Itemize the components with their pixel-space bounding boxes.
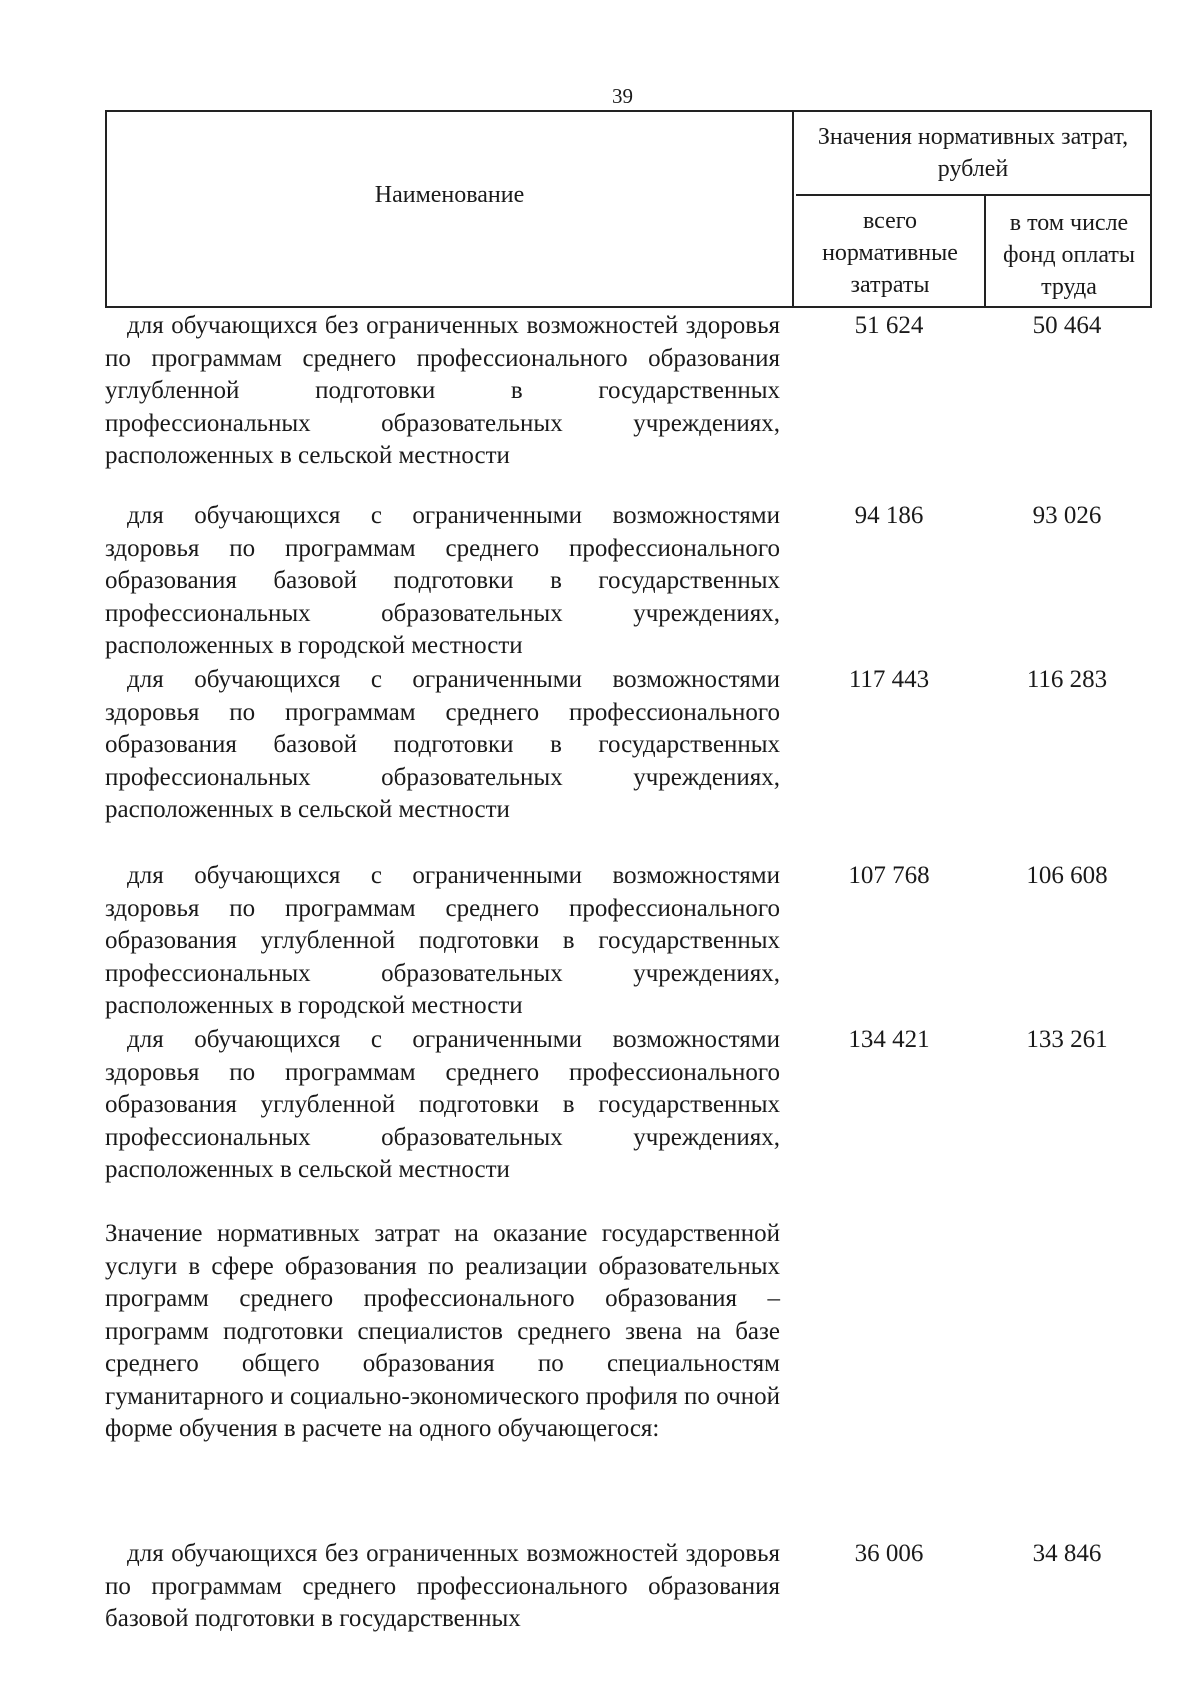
header-name-label: Наименование: [374, 181, 525, 208]
row-total: 134 421: [848, 1026, 930, 1053]
row-fund: 116 283: [1026, 666, 1108, 693]
row-description: для обучающихся с ограниченными возможностями здоровья по программам среднего профессионального образования углубленной подготовки в государственных профессиональных образовательных учреждениях, расположенных в городской местности: [105, 862, 780, 1019]
row-total: 107 768: [848, 862, 930, 889]
header-total-cell: [796, 196, 986, 306]
row-description: для обучающихся с ограниченными возможностями здоровья по программам среднего профессионального образования углубленной подготовки в государственных профессиональных образовательных учреждениях, расположенных в сельской местности: [105, 1026, 780, 1183]
row-description: для обучающихся с ограниченными возможностями здоровья по программам среднего профессионального образования базовой подготовки в государственных профессиональных образовательных учреждениях, расположенных в сельской местности: [105, 666, 780, 823]
header-values-cell: [796, 112, 1150, 196]
header-values-label: Значения нормативных затрат, рублей: [817, 124, 1129, 182]
row-fund: 34 846: [1032, 1540, 1102, 1567]
row-total: 117 443: [848, 666, 930, 693]
row-description: для обучающихся без ограниченных возможностей здоровья по программам среднего профессионального образования базовой подготовки в государственных: [105, 1540, 780, 1632]
row-description: для обучающихся без ограниченных возможностей здоровья по программам среднего профессионального образования углубленной подготовки в государственных профессиональных образовательных учреждениях, расположенных в сельской местности: [105, 312, 780, 469]
header-fund-cell: [988, 196, 1150, 310]
row-total: 36 006: [854, 1540, 924, 1567]
table-header: [105, 110, 1152, 308]
header-fund-label: в том числе фонд оплаты труда: [1002, 210, 1136, 300]
header-total-label: всего нормативные затраты: [822, 208, 958, 298]
row-fund: 133 261: [1026, 1026, 1108, 1053]
row-total: 51 624: [854, 312, 924, 339]
section-heading-text: Значение нормативных затрат на оказание государственной услуги в сфере образования по реализации образовательных программ среднего профессионального образования – программ подготовки специалистов среднего звена на базе среднего общего образования по специальностям гуманитарного и социально-экономического профиля по очной форме обучения в расчете на одного обучающегося:: [105, 1220, 780, 1442]
page-number: 39: [612, 84, 633, 108]
header-name-cell: [107, 112, 794, 306]
row-fund: 50 464: [1032, 312, 1102, 339]
row-fund: 93 026: [1032, 502, 1102, 529]
row-fund: 106 608: [1026, 862, 1108, 889]
row-description: для обучающихся с ограниченными возможностями здоровья по программам среднего профессионального образования базовой подготовки в государственных профессиональных образовательных учреждениях, расположенных в городской местности: [105, 502, 780, 659]
row-total: 94 186: [854, 502, 924, 529]
